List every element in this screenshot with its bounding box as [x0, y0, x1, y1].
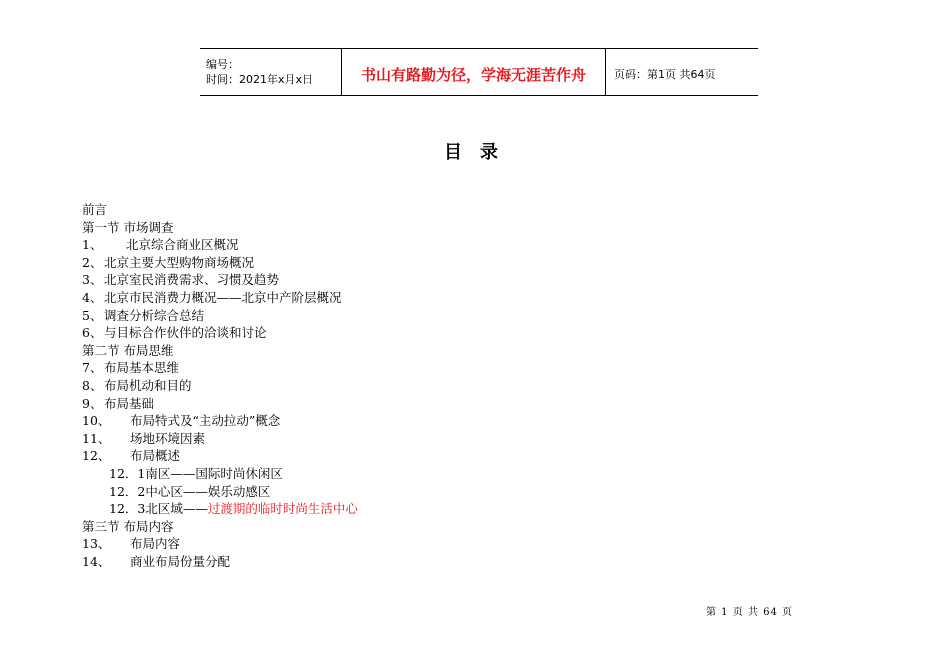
table-of-contents [82, 201, 358, 570]
header-page-info: 页码：第1页 共64页 [614, 68, 716, 81]
toc-item-4[interactable]: 4、 北京市民消费力概况——北京中产阶层概况 [82, 289, 342, 305]
toc-item-11[interactable]: 11、 场地环境因素 [82, 430, 206, 446]
toc-item-7[interactable]: 7、 布局基本思维 [82, 360, 180, 376]
header-motto: 书山有路勤为径，学海无涯苦作舟 [360, 65, 586, 84]
toc-item-10[interactable]: 10、 布局特式及“主动拉动”概念 [82, 413, 281, 429]
toc-item-section-3[interactable]: 第三节 布局内容 [82, 518, 174, 534]
toc-item-section-1[interactable]: 第一节 市场调查 [82, 219, 174, 235]
header-table [200, 48, 758, 96]
document-time-label: 时间：2021年x月x日 [206, 73, 314, 86]
page-footer: 第 1 页 共 64 页 [706, 607, 793, 618]
toc-item-14[interactable]: 14、 商业布局份量分配 [82, 553, 231, 569]
toc-item-12-3-highlight: 过渡期的临时时尚生活中心 [207, 501, 358, 517]
toc-item-2[interactable]: 2、 北京主要大型购物商场概况 [82, 254, 255, 270]
toc-item-5[interactable]: 5、 调查分析综合总结 [82, 307, 205, 323]
header-motto-cell [342, 49, 606, 95]
toc-title: 目录 [444, 142, 516, 163]
toc-item-12[interactable]: 12、 布局概述 [82, 448, 181, 464]
toc-item-12-3[interactable]: 12．3北区域——过渡期的临时时尚生活中心 [109, 501, 358, 517]
toc-item-3[interactable]: 3、 北京室民消费需求、习惯及趋势 [82, 272, 280, 288]
toc-item-12-1[interactable]: 12．1南区——国际时尚休闲区 [109, 465, 283, 481]
toc-item-section-2[interactable]: 第二节 布局思维 [82, 342, 174, 358]
header-page-cell [606, 49, 758, 95]
document-number-label: 编号： [206, 58, 239, 71]
toc-item-13[interactable]: 13、 布局内容 [82, 536, 181, 552]
toc-item-9[interactable]: 9、 布局基础 [82, 395, 155, 411]
header-meta-cell [200, 49, 342, 95]
toc-item-6[interactable]: 6、 与目标合作伙伴的洽谈和讨论 [82, 325, 267, 341]
toc-item-12-2[interactable]: 12．2中心区——娱乐动感区 [109, 483, 271, 499]
toc-item-1[interactable]: 1、 北京综合商业区概况 [82, 237, 239, 253]
toc-item-preface[interactable]: 前言 [82, 202, 108, 217]
toc-item-8[interactable]: 8、 布局机动和目的 [82, 377, 192, 393]
